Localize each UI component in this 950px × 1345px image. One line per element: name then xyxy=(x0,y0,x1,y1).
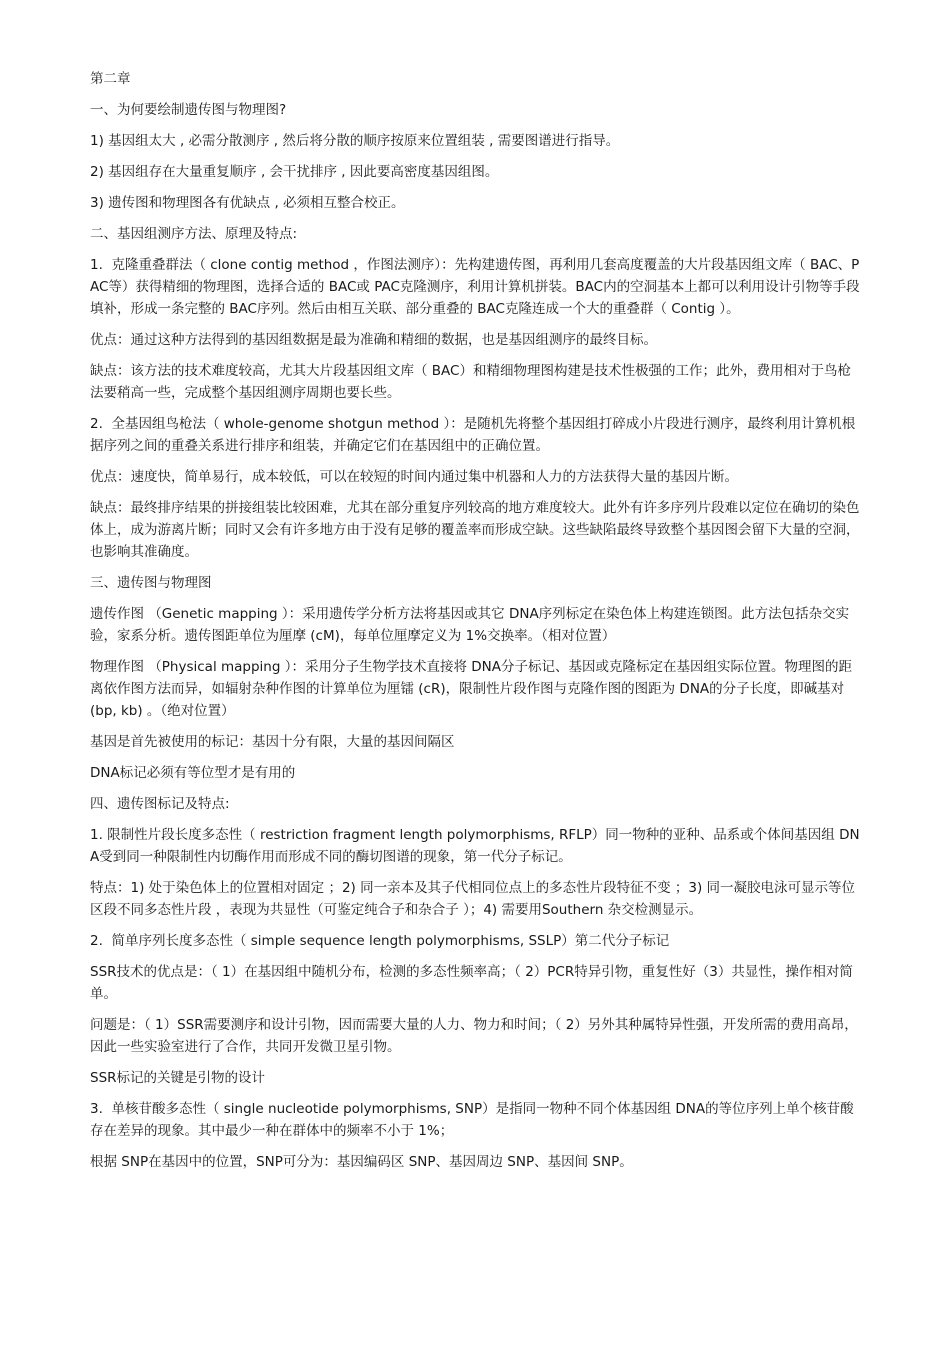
paragraph: 1. 限制性片段长度多态性（ restriction fragment length polymorphisms, RFLP）同一物种的亚种、品系或个体间基因组 DNA受到同一种限制性内切酶作用而形成不同的酶切图谱的现象，第一代分子标记。 xyxy=(90,827,860,865)
paragraph: 2) 基因组存在大量重复顺序 , 会干扰排序 , 因此要高密度基因组图。 xyxy=(90,164,499,180)
paragraph: 优点：速度快，简单易行，成本较低，可以在较短的时间内通过集中机器和人力的方法获得大量的基因片断。 xyxy=(90,469,738,485)
paragraph: 1) 基因组太大 , 必需分散测序 , 然后将分散的顺序按原来位置组装 , 需要图谱进行指导。 xyxy=(90,133,620,149)
paragraph: 问题是：（ 1）SSR需要测序和设计引物，因而需要大量的人力、物力和时间；（ 2）另外其种属特异性强，开发所需的费用高昂，因此一些实验室进行了合作，共同开发微卫星引物。 xyxy=(90,1017,858,1055)
paragraph: 缺点：最终排序结果的拼接组装比较困难，尤其在部分重复序列较高的地方难度较大。此外有许多序列片段难以定位在确切的染色体上，成为游离片断；同时又会有许多地方由于没有足够的覆盖率而形成空缺。这些缺陷最终导致整个基因图会留下大量的空洞，也影响其准确度。 xyxy=(90,500,860,560)
paragraph: SSR标记的关键是引物的设计 xyxy=(90,1070,266,1086)
paragraph: SSR技术的优点是：（ 1）在基因组中随机分布，检测的多态性频率高；（ 2）PCR特异引物，重复性好（3）共显性，操作相对简单。 xyxy=(90,964,853,1002)
paragraph: 缺点：该方法的技术难度较高，尤其大片段基因组文库（ BAC）和精细物理图构建是技术性极强的工作；此外，费用相对于鸟枪法要稍高一些，完成整个基因组测序周期也要长些。 xyxy=(90,363,851,401)
paragraph: 物理作图 （Physical mapping ）：采用分子生物学技术直接将 DNA分子标记、基因或克隆标定在基因组实际位置。物理图的距离依作图方法而异，如辐射杂种作图的计算单位为厘镭 (cR)，限制性片段作图与克隆作图的图距为 DNA的分子长度，即碱基对 (bp, kb) 。（绝对位置） xyxy=(90,659,852,719)
paragraph: 特点：1) 处于染色体上的位置相对固定 ；2) 同一亲本及其子代相同位点上的多态性片段特征不变 ；3) 同一凝胶电泳可显示等位区段不同多态性片段 ，表现为共显性（可鉴定纯合子和杂合子 ）；4) 需要用Southern 杂交检测显示。 xyxy=(90,880,856,918)
section-heading-1: 一、为何要绘制遗传图与物理图? xyxy=(90,102,287,118)
paragraph: 3) 遗传图和物理图各有优缺点 , 必须相互整合校正。 xyxy=(90,195,405,211)
paragraph: 2. 简单序列长度多态性（ simple sequence length polymorphisms, SSLP）第二代分子标记 xyxy=(90,933,670,949)
paragraph: 3. 单核苷酸多态性（ single nucleotide polymorphisms, SNP）是指同一物种不同个体基因组 DNA的等位序列上单个核苷酸存在差异的现象。其中最少一种在群体中的频率不小于 1%； xyxy=(90,1101,854,1139)
paragraph: 基因是首先被使用的标记：基因十分有限，大量的基因间隔区 xyxy=(90,734,455,750)
section-heading-4: 四、遗传图标记及特点: xyxy=(90,796,230,812)
document-page xyxy=(90,68,860,1182)
paragraph: DNA标记必须有等位型才是有用的 xyxy=(90,765,296,781)
paragraph: 遗传作图 （Genetic mapping ）：采用遗传学分析方法将基因或其它 DNA序列标定在染色体上构建连锁图。此方法包括杂交实验，家系分析。遗传图距单位为厘摩 (cM)，每单位厘摩定义为 1%交换率。（相对位置） xyxy=(90,606,850,644)
paragraph: 2. 全基因组鸟枪法（ whole-genome shotgun method ）：是随机先将整个基因组打碎成小片段进行测序，最终利用计算机根据序列之间的重叠关系进行排序和组装，并确定它们在基因组中的正确位置。 xyxy=(90,416,856,454)
section-heading-3: 三、遗传图与物理图 xyxy=(90,575,212,591)
paragraph: 1. 克隆重叠群法（ clone contig method ，作图法测序）：先构建遗传图，再利用几套高度覆盖的大片段基因组文库（ BAC、PAC等）获得精细的物理图，选择合适的 BAC或 PAC克隆测序，利用计算机拼装。BAC内的空洞基本上都可以利用设计引物等手段填补，形成一条完整的 BAC序列。然后由相互关联、部分重叠的 BAC克隆连成一个大的重叠群（ Contig ）。 xyxy=(90,257,860,317)
paragraph: 优点：通过这种方法得到的基因组数据是最为准确和精细的数据，也是基因组测序的最终目标。 xyxy=(90,332,657,348)
chapter-title: 第二章 xyxy=(90,71,131,87)
section-heading-2: 二、基因组测序方法、原理及特点: xyxy=(90,226,298,242)
paragraph: 根据 SNP在基因中的位置，SNP可分为：基因编码区 SNP、基因周边 SNP、基因间 SNP。 xyxy=(90,1154,633,1170)
